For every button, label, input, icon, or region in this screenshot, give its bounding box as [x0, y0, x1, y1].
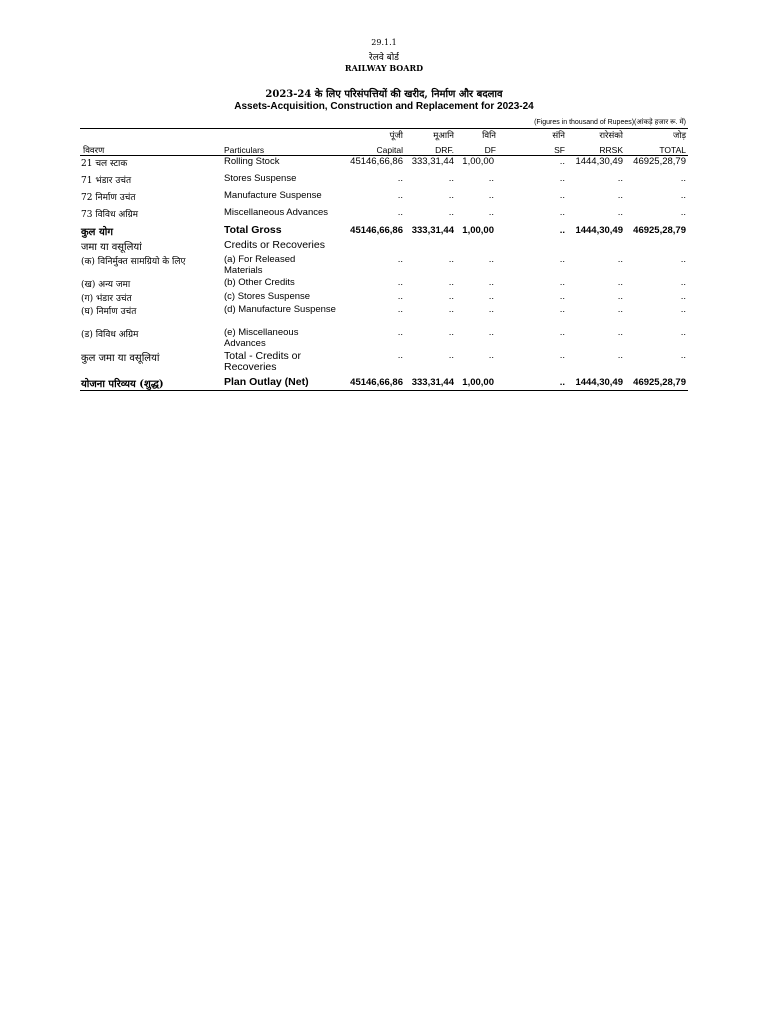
cell-capital: .. [397, 207, 403, 218]
board-name-english: RAILWAY BOARD [344, 63, 424, 73]
cell-capital: .. [397, 327, 403, 338]
cell-sf: .. [559, 190, 565, 201]
col-hi-rrsk: रारेसंको [599, 131, 623, 141]
row-label-hindi: योजना परिव्यय (शुद्ध) [81, 379, 164, 390]
cell-df: .. [488, 207, 494, 218]
row-label-english-continued: Recoveries [224, 361, 277, 373]
cell-df: .. [488, 277, 494, 288]
row-label-english-continued: Advances [224, 338, 266, 349]
col-hi-total: जोड़ [672, 131, 686, 141]
cell-sf: .. [559, 207, 565, 218]
row-label-english: (d) Manufacture Suspense [224, 304, 336, 315]
cell-drf: .. [448, 254, 454, 265]
cell-drf: 333,31,44 [411, 377, 454, 388]
cell-sf: .. [559, 291, 565, 302]
cell-rrsk: .. [617, 350, 623, 361]
row-label-english: Credits or Recoveries [224, 239, 325, 251]
cell-rrsk: 1444,30,49 [575, 377, 623, 388]
row-label-english: (b) Other Credits [224, 277, 295, 288]
cell-drf: .. [448, 350, 454, 361]
table-bottom-rule [80, 390, 688, 391]
row-label-english: (a) For Released [224, 254, 296, 265]
cell-rrsk: .. [617, 254, 623, 265]
row-label-english: Total Gross [224, 224, 282, 236]
cell-drf: .. [448, 291, 454, 302]
row-label-hindi: (क) विनिर्मुक्त सामग्रियो के लिए [81, 257, 186, 267]
cell-total: .. [680, 304, 686, 315]
cell-capital: .. [397, 350, 403, 361]
row-label-hindi: कुल योग [81, 227, 113, 238]
board-name-hindi: रेलवे बोर्ड [369, 53, 399, 63]
cell-capital: .. [397, 254, 403, 265]
cell-total: .. [680, 207, 686, 218]
cell-total: .. [680, 190, 686, 201]
row-label-english: Rolling Stock [224, 156, 280, 167]
cell-df: 1,00,00 [462, 377, 494, 388]
cell-rrsk: .. [617, 327, 623, 338]
cell-capital: .. [397, 190, 403, 201]
cell-sf: .. [559, 173, 565, 184]
cell-rrsk: 1444,30,49 [575, 156, 623, 167]
col-en-total: TOTAL [659, 145, 686, 155]
document-code: 29.1.1 [371, 38, 397, 47]
cell-rrsk: .. [617, 173, 623, 184]
row-label-hindi: (ख) अन्य जमा [81, 280, 131, 290]
row-label-hindi: (ग) भंडार उचंत [81, 294, 132, 304]
row-label-hindi: 21 चल स्टाक [81, 159, 128, 169]
cell-df: .. [488, 254, 494, 265]
cell-rrsk: .. [617, 207, 623, 218]
title-hindi: 2023-24 के लिए परिसंपत्तियों की खरीद, निर्माण और बदलाव [265, 89, 503, 100]
cell-sf: .. [559, 277, 565, 288]
cell-df: .. [488, 350, 494, 361]
cell-df: 1,00,00 [462, 156, 494, 167]
col-en-drf: DRF. [435, 145, 454, 155]
row-label-english: Manufacture Suspense [224, 190, 322, 201]
row-label-english: (c) Stores Suspense [224, 291, 311, 302]
cell-rrsk: .. [617, 277, 623, 288]
cell-capital: .. [397, 291, 403, 302]
row-label-english: Plan Outlay (Net) [224, 376, 309, 388]
row-label-hindi: (ड) विविध अग्रिम [81, 330, 139, 340]
col-hi-capital: पूंजी [389, 131, 403, 141]
row-label-english: (e) Miscellaneous [224, 327, 299, 338]
cell-total: 46925,28,79 [633, 225, 686, 236]
cell-drf: 333,31,44 [411, 225, 454, 236]
cell-sf: .. [559, 156, 565, 167]
col-en-df: DF [484, 145, 496, 155]
cell-rrsk: 1444,30,49 [575, 225, 623, 236]
row-label-english-continued: Materials [224, 265, 263, 276]
cell-total: .. [680, 254, 686, 265]
cell-df: 1,00,00 [462, 225, 494, 236]
cell-drf: 333,31,44 [411, 156, 454, 167]
cell-drf: .. [448, 304, 454, 315]
row-label-english: Miscellaneous Advances [224, 207, 329, 218]
cell-total: .. [680, 173, 686, 184]
cell-total: 46925,28,79 [633, 156, 686, 167]
cell-sf: .. [559, 225, 565, 236]
col-en-particulars: Particulars [224, 145, 265, 155]
cell-sf: .. [559, 327, 565, 338]
cell-rrsk: .. [617, 190, 623, 201]
figures-note: (Figures in thousand of Rupees)(आंकड़े हजार रू. में) [534, 119, 686, 126]
row-label-hindi: 72 निर्माण उचंत [81, 193, 136, 203]
cell-sf: .. [559, 304, 565, 315]
cell-df: .. [488, 190, 494, 201]
cell-df: .. [488, 304, 494, 315]
cell-capital: .. [397, 173, 403, 184]
cell-total: .. [680, 350, 686, 361]
cell-capital: 45146,66,86 [350, 156, 403, 167]
col-en-rrsk: RRSK [599, 145, 623, 155]
cell-sf: .. [559, 377, 565, 388]
cell-rrsk: .. [617, 304, 623, 315]
cell-capital: .. [397, 304, 403, 315]
cell-total: .. [680, 327, 686, 338]
cell-drf: .. [448, 207, 454, 218]
cell-sf: .. [559, 254, 565, 265]
col-hi-sf: संनि [552, 131, 565, 141]
cell-total: .. [680, 277, 686, 288]
col-en-capital: Capital [376, 145, 403, 155]
cell-capital: .. [397, 277, 403, 288]
col-hi-df: विनि [482, 131, 496, 141]
col-en-sf: SF [554, 145, 565, 155]
cell-df: .. [488, 327, 494, 338]
cell-df: .. [488, 291, 494, 302]
cell-capital: 45146,66,86 [350, 377, 403, 388]
cell-rrsk: .. [617, 291, 623, 302]
row-label-english: Stores Suspense [224, 173, 297, 184]
cell-drf: .. [448, 190, 454, 201]
row-label-hindi: कुल जमा या वसूलियां [81, 353, 160, 364]
row-label-hindi: जमा या वसूलियां [81, 242, 142, 253]
row-label-english: Total - Credits or [224, 350, 302, 362]
col-hi-description: विवरण [83, 146, 105, 156]
cell-drf: .. [448, 173, 454, 184]
cell-drf: .. [448, 327, 454, 338]
row-label-hindi: (घ) निर्माण उचंत [81, 307, 137, 317]
cell-df: .. [488, 173, 494, 184]
row-label-hindi: 73 विविध अग्रिम [81, 210, 139, 220]
table-top-rule [80, 128, 688, 129]
col-hi-drf: मूआनि [433, 131, 454, 141]
cell-total: .. [680, 291, 686, 302]
cell-capital: 45146,66,86 [350, 225, 403, 236]
cell-drf: .. [448, 277, 454, 288]
cell-sf: .. [559, 350, 565, 361]
row-label-hindi: 71 भंडार उचंत [81, 176, 132, 186]
title-english: Assets-Acquisition, Construction and Replacement for 2023-24 [234, 101, 534, 112]
cell-total: 46925,28,79 [633, 377, 686, 388]
